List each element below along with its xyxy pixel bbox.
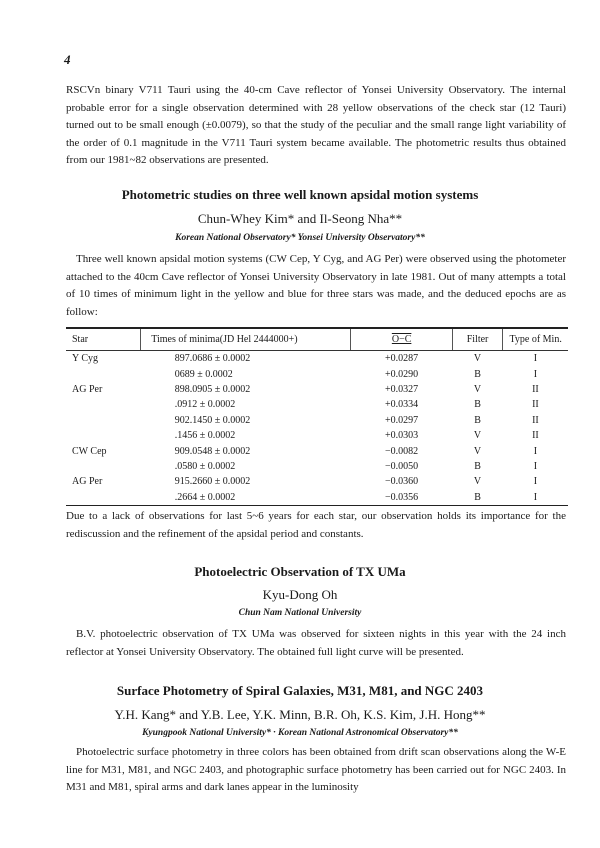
table-cell-oc: +0.0334	[385, 399, 419, 411]
section3-authors: Y.H. Kang* and Y.B. Lee, Y.K. Minn, B.R. Oh, K.S. Kim, J.H. Hong**	[114, 707, 486, 722]
table-cell-type: I	[503, 490, 568, 506]
table-cell-type: I	[533, 445, 538, 457]
section2-affiliation: Chun Nam National University	[238, 608, 362, 618]
table-cell-oc: +0.0287	[385, 353, 419, 365]
table-row	[66, 459, 568, 474]
table-cell-filter: B	[474, 368, 481, 380]
table-cell-times: .1456 ± 0.0002	[174, 430, 236, 442]
table-cell-oc: −0.0356	[351, 490, 452, 506]
table-row	[66, 397, 568, 412]
table-cell-oc: −0.0050	[385, 460, 419, 472]
section1-closing: Due to a lack of observations for last 5~6 years for each star, our observation holds its importance for the rediscussion and the refinement of the apsidal period and constants.	[66, 510, 566, 540]
table-row	[66, 474, 568, 489]
section1-title: Photometric studies on three well known apsidal motion systems	[121, 187, 479, 202]
table-cell-times: 909.0548 ± 0.0002	[174, 445, 251, 457]
table-cell-type: II	[532, 399, 539, 411]
table-header-row	[66, 328, 568, 351]
table-header-times: Times of minima(JD Hel 2444000+)	[141, 328, 351, 351]
table-row	[66, 443, 568, 458]
table-cell-type: II	[532, 414, 539, 426]
table-cell-star	[66, 413, 141, 428]
intro-paragraph: RSCVn binary V711 Tauri using the 40-cm Cave reflector of Yonsei University Observatory. The internal probable error for a single observation determined with 28 yellow observations of the check star (12 Tauri) turned out to be small enough (±0.0079), so that the study of the peculiar and the small range light variability of the order of 0.1 magnitude in the V711 Tauri system became available. The photometric results thus obtained from our 1981~82 observations are presented.	[66, 84, 566, 167]
table-row	[66, 351, 568, 367]
table-cell-type: II	[532, 383, 539, 395]
table-cell-filter: B	[474, 399, 481, 411]
table-cell-oc: +0.0327	[385, 383, 419, 395]
table-cell-star	[66, 459, 141, 474]
table-cell-times: 915.2660 ± 0.0002	[174, 476, 251, 488]
table-cell-times: .2664 ± 0.0002	[141, 490, 351, 506]
table-cell-type: I	[533, 353, 538, 365]
table-header-star: Star	[66, 328, 141, 351]
table-row	[66, 428, 568, 443]
section2-title: Photoelectric Observation of TX UMa	[194, 564, 406, 579]
table-cell-type: I	[533, 460, 538, 472]
table-cell-type: I	[533, 476, 538, 488]
table-row	[66, 413, 568, 428]
section1-affiliation: Korean National Observatory* Yonsei University Observatory**	[175, 233, 425, 243]
section2-authors: Kyu-Dong Oh	[262, 587, 338, 602]
table-cell-filter: B	[474, 414, 481, 426]
table-cell-times: .0580 ± 0.0002	[174, 460, 236, 472]
table-cell-times: .0912 ± 0.0002	[174, 399, 236, 411]
table-header-filter: Filter	[452, 328, 503, 351]
section3-paragraph: Photoelectric surface photometry in three colors has been obtained from drift scan observations along the W-E line for M31, M81, and NGC 2403, and photographic surface photometry has been carried out for NGC 2403. In M31 and M81, spiral arms and dark lanes appear in the luminosity	[66, 746, 566, 794]
table-cell-star: CW Cep	[72, 445, 107, 457]
table-cell-oc: +0.0290	[385, 368, 419, 380]
section3-title: Surface Photometry of Spiral Galaxies, M31, M81, and NGC 2403	[116, 683, 484, 698]
table-cell-filter: V	[473, 383, 482, 395]
table-row	[66, 366, 568, 381]
table-cell-type: I	[533, 368, 538, 380]
table-cell-filter: B	[452, 490, 503, 506]
table-cell-star	[66, 366, 141, 381]
section1-authors: Chun-Whey Kim* and Il-Seong Nha**	[197, 211, 403, 226]
table-row	[66, 382, 568, 397]
table-cell-filter: V	[473, 430, 482, 442]
table-cell-star: Y Cyg	[72, 353, 99, 365]
table-cell-times: 898.0905 ± 0.0002	[174, 383, 251, 395]
table-cell-oc: −0.0360	[385, 476, 419, 488]
table-cell-star	[66, 397, 141, 412]
page-number: 4	[64, 52, 71, 67]
minima-table	[66, 327, 568, 506]
section2-paragraph: B.V. photoelectric observation of TX UMa was observed for sixteen nights in this year with the 24 inch reflector at Yonsei University Observatory. The obtained full light curve will be presented.	[66, 628, 566, 658]
table-header-oc-label: O−C	[391, 334, 412, 345]
table-cell-times: 897.0686 ± 0.0002	[174, 353, 251, 365]
table-cell-filter: V	[473, 353, 482, 365]
table-cell-star: AG Per	[72, 383, 103, 395]
table-cell-filter: B	[474, 460, 481, 472]
section3-affiliation: Kyungpook National University* · Korean National Astronomical Observatory**	[142, 728, 458, 738]
table-cell-oc: −0.0082	[385, 445, 419, 457]
table-header-oc	[351, 328, 452, 351]
table-cell-star	[66, 490, 141, 506]
table-cell-star	[66, 428, 141, 443]
table-cell-times: 902.1450 ± 0.0002	[174, 414, 251, 426]
table-cell-filter: V	[473, 476, 482, 488]
table-cell-times: 0689 ± 0.0002	[174, 368, 233, 380]
table-row	[66, 490, 568, 506]
table-cell-filter: V	[473, 445, 482, 457]
table-cell-type: II	[532, 430, 539, 442]
table-cell-oc: +0.0303	[385, 430, 419, 442]
table-cell-oc: +0.0297	[385, 414, 419, 426]
section1-paragraph: Three well known apsidal motion systems (CW Cep, Y Cyg, and AG Per) were observed using the photometer attached to the 40cm Cave reflector of Yonsei University Observatory in late 1981. Out of many attempts a total of 10 times of minimum light in the yellow and blue for three stars was made, and the deduced epochs are as follow:	[66, 253, 566, 318]
table-header-type: Type of Min.	[503, 328, 568, 351]
table-cell-star: AG Per	[72, 476, 103, 488]
